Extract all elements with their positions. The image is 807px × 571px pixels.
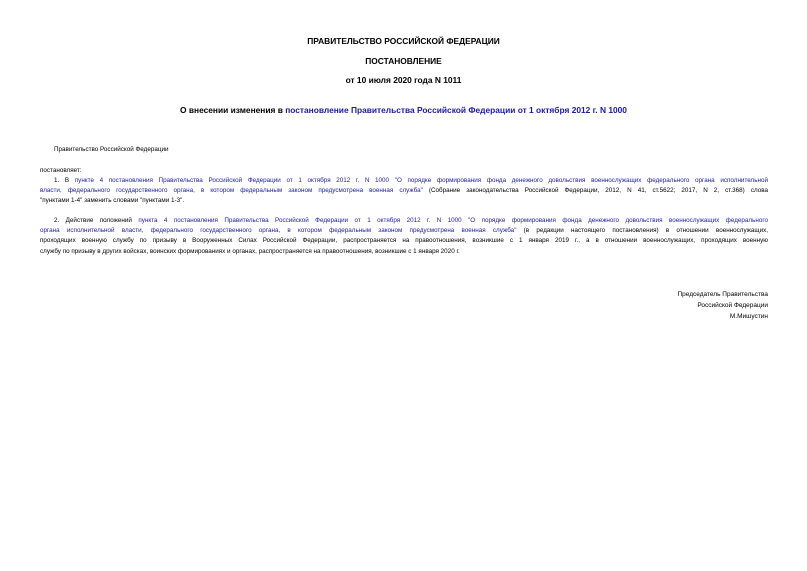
paragraph-1-number: 1. В [54, 177, 75, 184]
paragraph-1-line-3: "пунктами 1-4" заменить словами "пунктами 1-3". [40, 197, 185, 205]
paragraph-1-line-1 [40, 176, 768, 186]
document-type-heading: ПОСТАНОВЛЕНИЕ [365, 56, 442, 66]
paragraph-2-link-continued[interactable]: органа исполнительной власти, федерального государственного органа, в котором федеральным законом предусмотрена военная служба" [40, 227, 517, 235]
signature-name: М.Мишустин [729, 313, 768, 320]
document-title [0, 105, 807, 116]
title-prefix: О внесении изменения в [180, 105, 286, 115]
paragraph-2-line-4: службу по призыву в других войсках, воинских формированиях и органах, распространяется на правоотношения, возникшие с 1 января 2020 г. [40, 247, 460, 255]
title-amended-decree-link[interactable]: постановление Правительства Российской Федерации от 1 октября 2012 г. N 1000 [285, 105, 627, 115]
paragraph-2-line-1 [40, 216, 768, 226]
government-heading: ПРАВИТЕЛЬСТВО РОССИЙСКОЙ ФЕДЕРАЦИИ [307, 36, 500, 46]
intro-text: Правительство Российской Федерации [54, 146, 169, 153]
paragraph-2-text: (в редакции настоящего постановления) в отношении военнослужащих, [516, 227, 769, 235]
paragraph-2-line-2 [40, 226, 768, 236]
paragraph-2-link[interactable]: пункта 4 постановления Правительства Российской Федерации от 1 октября 2012 г. N 1000 "О порядке формирования фонда денежного довольствия военнослужащих федерального [138, 217, 768, 224]
paragraph-2 [40, 216, 768, 257]
decrees-text: постановляет: [40, 167, 82, 174]
paragraph-2-line-3: проходящих военную службу по призыву в Вооруженных Силах Российской Федерации, распространяется на правоотношения, возникшие с 1 января 2019 г., а в отношении военнослужащих, проходящих военную [40, 237, 768, 245]
paragraph-1-link[interactable]: пункте 4 постановления Правительства Российской Федерации от 1 октября 2012 г. N 1000 "О порядке формирования фонда денежного довольствия военнослужащих федерального органа исполнительной [74, 177, 768, 184]
paragraph-2-number: 2. Действие положений [54, 217, 139, 224]
paragraph-1-link-continued[interactable]: власти, федерального государственного органа, в котором федеральным законом предусмотрена военная служба" [40, 187, 423, 195]
paragraph-1-line-2 [40, 186, 768, 196]
paragraph-1 [40, 176, 768, 207]
date-number-heading: от 10 июля 2020 года N 1011 [345, 75, 462, 85]
signature-block [677, 289, 768, 322]
signature-position: Председатель Правительства [677, 291, 768, 298]
paragraph-1-source-text: (Собрание законодательства Российской Федерации, 2012, N 41, ст.5622; 2017, N 2, ст.368) слова [422, 187, 768, 195]
signature-country: Российской Федерации [697, 302, 768, 309]
